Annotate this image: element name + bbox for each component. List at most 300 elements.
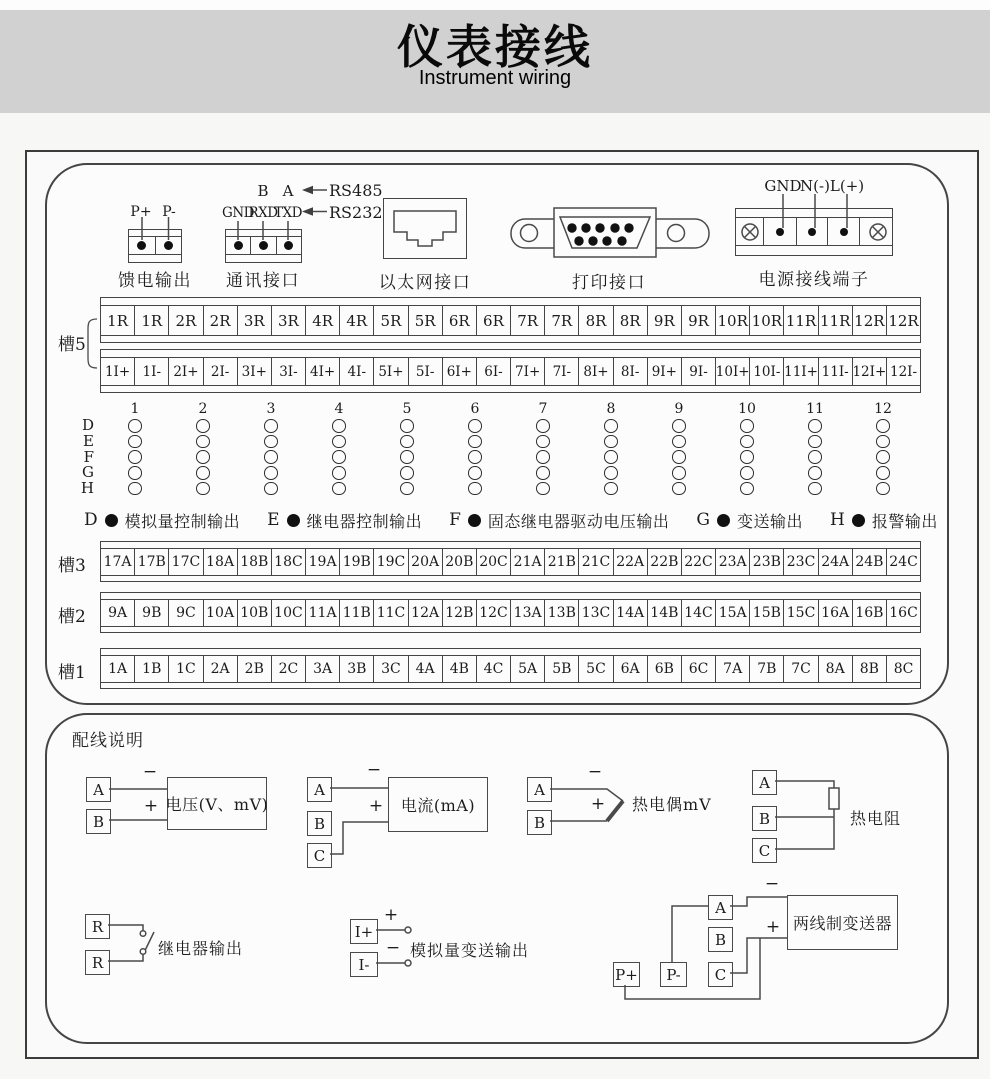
minus-sign: − <box>366 760 382 780</box>
strip-cells <box>101 306 920 335</box>
output-point-cell <box>169 466 237 480</box>
matrix-row-label: H <box>80 479 94 498</box>
output-point-cell <box>237 466 305 480</box>
legend-key: D <box>84 510 98 530</box>
terminal-dot-icon <box>840 228 848 236</box>
terminal-cell: 5A <box>511 656 545 682</box>
terminal-cell: 12C <box>477 600 511 626</box>
terminal-cell: 10I+ <box>716 358 750 385</box>
output-point-circle-icon <box>740 450 754 464</box>
terminal-cell: 11B <box>340 600 374 626</box>
matrix-column-number: 3 <box>266 401 276 417</box>
terminal-cell: 10R <box>750 306 784 335</box>
plus-sign: + <box>765 917 781 937</box>
terminal-cell: 1I- <box>135 358 169 385</box>
analog-output-label: 模拟量变送输出 <box>410 941 530 960</box>
output-point-circle-icon <box>400 466 414 480</box>
output-point-cell <box>509 482 577 496</box>
strip-cells <box>101 656 920 682</box>
terminal-cell: 2I+ <box>169 358 203 385</box>
wiring-notes-panel <box>45 713 949 1044</box>
feed-output-caption: 馈电输出 <box>118 271 192 291</box>
terminal-cell: 17A <box>101 549 135 575</box>
strip-top-bar <box>101 593 920 600</box>
terminal-box: C <box>307 843 332 868</box>
minus-sign: − <box>764 874 780 894</box>
output-point-cell <box>305 466 373 480</box>
terminal-box: R <box>85 950 110 975</box>
output-point-circle-icon <box>468 466 482 480</box>
plus-sign: + <box>368 796 384 816</box>
terminal-cell: 24A <box>819 549 853 575</box>
output-point-cell <box>849 450 917 464</box>
matrix-rows <box>57 418 919 496</box>
block-bottom-bar <box>736 245 892 255</box>
terminal-cell: 10I- <box>750 358 784 385</box>
output-point-circle-icon <box>128 466 142 480</box>
terminal-cell: 3A <box>306 656 340 682</box>
output-point-circle-icon <box>808 482 822 496</box>
output-point-circle-icon <box>196 482 210 496</box>
block-bottom-bar <box>129 254 181 262</box>
terminal-dot-icon <box>776 228 784 236</box>
output-point-circle-icon <box>808 450 822 464</box>
terminal-cell: 6C <box>682 656 716 682</box>
output-point-cell <box>577 450 645 464</box>
output-point-circle-icon <box>808 466 822 480</box>
matrix-row-label: E <box>83 432 94 451</box>
output-point-circle-icon <box>400 450 414 464</box>
legend-label: 报警输出 <box>871 511 938 531</box>
power-pin-label: N(-) <box>800 177 830 195</box>
output-point-cell <box>101 419 169 433</box>
output-point-circle-icon <box>808 419 822 433</box>
output-point-cell <box>441 419 509 433</box>
output-point-cell <box>509 466 577 480</box>
output-point-cell <box>305 419 373 433</box>
terminal-cell: 8I- <box>614 358 648 385</box>
legend-dot-icon <box>105 514 118 527</box>
terminal-cell: 20C <box>477 549 511 575</box>
strip-top-bar <box>101 298 920 306</box>
matrix-row <box>57 449 919 465</box>
terminal-cell: 1I+ <box>101 358 135 385</box>
terminal-cell: 10B <box>238 600 272 626</box>
output-point-circle-icon <box>604 435 618 449</box>
slot2-label: 槽2 <box>58 607 86 627</box>
rs232-label: RS232 <box>329 203 383 222</box>
terminal-cell: 3R <box>238 306 272 335</box>
relay-output-label: 继电器输出 <box>158 939 244 958</box>
thermocouple-label: 热电偶mV <box>632 795 712 814</box>
output-point-circle-icon <box>128 435 142 449</box>
terminal-cell: 1C <box>169 656 203 682</box>
terminal-box: R <box>85 914 110 939</box>
output-point-circle-icon <box>264 419 278 433</box>
terminal-cell <box>277 237 301 254</box>
output-point-cell <box>237 435 305 449</box>
terminal-cell: 7B <box>750 656 784 682</box>
slot5-label: 槽5 <box>58 335 86 355</box>
output-point-circle-icon <box>536 435 550 449</box>
output-point-circle-icon <box>672 466 686 480</box>
terminal-cell: 8A <box>819 656 853 682</box>
matrix-column-number: 8 <box>606 401 616 417</box>
block-cells <box>226 237 301 254</box>
terminal-cell: 4I- <box>340 358 374 385</box>
output-point-cell <box>849 435 917 449</box>
terminal-cell: 2R <box>204 306 238 335</box>
output-point-circle-icon <box>672 450 686 464</box>
terminal-box: B <box>86 809 111 834</box>
terminal-cell: 2B <box>238 656 272 682</box>
terminal-cell: 4I+ <box>306 358 340 385</box>
output-point-cell <box>441 435 509 449</box>
minus-sign: − <box>587 762 603 782</box>
terminal-cell: 13A <box>511 600 545 626</box>
terminal-cell: 9C <box>169 600 203 626</box>
terminal-cell: 15B <box>750 600 784 626</box>
terminal-box: A <box>752 770 777 795</box>
top-white-strip <box>0 0 990 10</box>
terminal-box: I- <box>350 952 378 977</box>
terminal-cell: 11R <box>819 306 853 335</box>
legend-key: H <box>830 510 845 530</box>
terminal-cell: 24B <box>853 549 887 575</box>
terminal-cell: 8C <box>893 661 914 677</box>
terminal-cell: 1R <box>101 306 135 335</box>
rs485-bus-pin-label: A <box>282 182 294 200</box>
output-point-circle-icon <box>740 419 754 433</box>
terminal-dot-icon <box>808 228 816 236</box>
output-point-cell <box>373 450 441 464</box>
legend-label: 固态继电器驱动电压输出 <box>487 511 670 531</box>
matrix-column-number: 11 <box>806 401 824 417</box>
strip-bottom-bar <box>101 575 920 581</box>
terminal-cell: 4A <box>409 656 443 682</box>
terminal-cell: 8B <box>853 656 887 682</box>
power-pin-label: GND <box>764 177 802 195</box>
legend-item <box>84 509 240 532</box>
terminal-cell: 5C <box>579 656 613 682</box>
strip-bottom-bar <box>101 385 920 392</box>
terminal-cell: 9A <box>101 600 135 626</box>
terminal-cell: 11I+ <box>784 358 818 385</box>
terminal-box: C <box>752 838 777 863</box>
output-point-cell <box>713 450 781 464</box>
output-point-circle-icon <box>332 435 346 449</box>
terminal-cell: 6R <box>477 306 511 335</box>
terminal-cell: 3I- <box>272 358 306 385</box>
terminal-cell: 6I- <box>477 358 511 385</box>
output-point-circle-icon <box>604 419 618 433</box>
comm-pin-label: TXD <box>274 205 302 221</box>
output-point-cell <box>781 482 849 496</box>
output-point-cell <box>713 419 781 433</box>
terminal-cell: 14A <box>614 600 648 626</box>
terminal-cell: 8R <box>579 306 613 335</box>
terminal-cell: 10A <box>204 600 238 626</box>
terminal-cell: 6I+ <box>443 358 477 385</box>
terminal-cell: 6B <box>648 656 682 682</box>
terminal-cell <box>797 218 828 245</box>
terminal-cell: 12R <box>888 311 919 330</box>
voltage-device-box: 电压(V、mV) <box>167 777 267 830</box>
strip-cells <box>101 600 920 626</box>
slot3-strip <box>100 541 921 582</box>
output-point-circle-icon <box>536 450 550 464</box>
output-point-cell <box>373 435 441 449</box>
terminal-box: B <box>708 927 733 952</box>
matrix-column-number: 2 <box>198 401 208 417</box>
terminal-cell: 7C <box>784 656 818 682</box>
output-point-circle-icon <box>536 419 550 433</box>
block-bottom-bar <box>226 254 301 262</box>
strip-bottom-bar <box>101 335 920 342</box>
matrix-column-number: 9 <box>674 401 684 417</box>
output-point-circle-icon <box>468 419 482 433</box>
transmitter-device-box: 两线制变送器 <box>787 895 898 950</box>
output-point-cell <box>781 466 849 480</box>
legend-label: 模拟量控制输出 <box>124 511 241 531</box>
feed-pin-label: P- <box>162 204 176 220</box>
power-terminal-block <box>735 208 893 256</box>
output-point-cell <box>577 435 645 449</box>
terminal-cell: 23C <box>784 549 818 575</box>
legend-item <box>830 509 938 532</box>
legend-label: 继电器控制输出 <box>306 511 423 531</box>
terminal-cell: 1R <box>135 306 169 335</box>
terminal-cell: 7A <box>716 656 750 682</box>
terminal-cell: 21A <box>511 549 545 575</box>
terminal-cell: 6R <box>443 306 477 335</box>
matrix-row <box>57 465 919 481</box>
legend-key: G <box>696 510 710 530</box>
output-point-cell <box>577 419 645 433</box>
comm-port-caption: 通讯接口 <box>226 271 300 291</box>
output-point-circle-icon <box>672 419 686 433</box>
output-point-cell <box>373 482 441 496</box>
comm-port-terminal-block <box>225 229 302 263</box>
ethernet-port-outline <box>383 198 467 259</box>
page-title: 仪表接线 <box>397 21 593 73</box>
terminal-cell: 3B <box>340 656 374 682</box>
terminal-cell: 7R <box>511 306 545 335</box>
output-point-cell <box>849 466 917 480</box>
plus-sign: + <box>143 796 159 816</box>
terminal-cell: 3R <box>272 306 306 335</box>
terminal-cell: 13B <box>545 600 579 626</box>
terminal-dot-icon <box>164 241 173 250</box>
output-point-circle-icon <box>876 435 890 449</box>
matrix-row-label: D <box>81 416 94 435</box>
terminal-box: C <box>708 962 733 987</box>
output-point-cell <box>577 482 645 496</box>
rs485-label: RS485 <box>329 181 383 200</box>
terminal-cell: 2C <box>272 656 306 682</box>
terminal-cell: 4B <box>443 656 477 682</box>
output-point-circle-icon <box>196 450 210 464</box>
terminal-box: B <box>307 811 332 836</box>
output-point-cell <box>305 450 373 464</box>
strip-bottom-bar <box>101 682 920 688</box>
output-point-cell <box>645 466 713 480</box>
slot5-row-i-strip <box>100 349 921 393</box>
output-point-cell <box>441 466 509 480</box>
output-point-circle-icon <box>196 466 210 480</box>
terminal-cell: 12I+ <box>853 358 887 385</box>
output-point-cell <box>169 419 237 433</box>
legend-key: F <box>449 510 461 530</box>
block-top-bar <box>226 230 301 237</box>
terminal-cell: 10R <box>716 306 750 335</box>
output-point-circle-icon <box>604 466 618 480</box>
legend-key: E <box>267 510 280 530</box>
terminal-cell: 3C <box>374 656 408 682</box>
terminal-cell <box>764 218 797 245</box>
output-point-cell <box>237 450 305 464</box>
terminal-cell: 9I+ <box>648 358 682 385</box>
terminal-cell: 17C <box>169 549 203 575</box>
terminal-cell: 8R <box>614 306 648 335</box>
terminal-cell: 22C <box>682 549 716 575</box>
terminal-cell: 18A <box>204 549 238 575</box>
block-top-bar <box>129 230 181 237</box>
terminal-cell: 18B <box>238 549 272 575</box>
output-point-cell <box>509 450 577 464</box>
terminal-cell: 11C <box>374 600 408 626</box>
wiring-notes-title: 配线说明 <box>72 731 144 751</box>
terminal-cell: 18C <box>272 549 306 575</box>
terminal-cell: 5R <box>374 306 408 335</box>
terminal-cell: 7I- <box>545 358 579 385</box>
minus-sign: − <box>142 762 158 782</box>
matrix-column-number: 4 <box>334 401 344 417</box>
terminal-cell: 15C <box>784 600 818 626</box>
strip-top-bar <box>101 542 920 549</box>
terminal-cell <box>226 237 251 254</box>
terminal-cell: 24C <box>889 554 918 570</box>
terminal-cell: 11I- <box>819 358 853 385</box>
slot1-label: 槽1 <box>58 663 86 683</box>
terminal-cell <box>156 237 182 254</box>
output-point-circle-icon <box>604 450 618 464</box>
terminal-box: P+ <box>613 962 640 987</box>
output-point-cell <box>237 482 305 496</box>
printer-port-caption: 打印接口 <box>572 273 646 293</box>
comm-pin-label: GND <box>222 205 254 221</box>
output-point-cell <box>645 450 713 464</box>
terminal-cell: 7R <box>545 306 579 335</box>
terminal-box: B <box>752 806 777 831</box>
power-terminal-caption: 电源接线端子 <box>758 270 870 290</box>
matrix-column-number: 10 <box>738 401 756 417</box>
matrix-column-numbers <box>101 398 919 418</box>
comm-pin-label: RXD <box>248 205 278 221</box>
output-point-circle-icon <box>808 435 822 449</box>
terminal-cell: 11R <box>784 306 818 335</box>
terminal-cell: 22A <box>614 549 648 575</box>
terminal-cell: 13C <box>579 600 613 626</box>
terminal-cell: 12I- <box>890 363 918 380</box>
terminal-cell: 10C <box>272 600 306 626</box>
terminal-cell: 9R <box>682 306 716 335</box>
output-point-cell <box>509 419 577 433</box>
output-point-circle-icon <box>264 482 278 496</box>
page-subtitle: Instrument wiring <box>418 67 572 89</box>
output-point-cell <box>373 419 441 433</box>
legend-dot-icon <box>717 514 730 527</box>
output-point-cell <box>101 466 169 480</box>
output-point-cell <box>645 419 713 433</box>
terminal-cell: 5R <box>409 306 443 335</box>
terminal-cell: 22B <box>648 549 682 575</box>
output-point-circle-icon <box>740 435 754 449</box>
rs485-bus-pin-label: B <box>257 182 269 200</box>
output-point-cell <box>441 482 509 496</box>
legend-dot-icon <box>287 514 300 527</box>
output-point-circle-icon <box>128 419 142 433</box>
output-point-cell <box>169 435 237 449</box>
matrix-column-number: 5 <box>402 401 412 417</box>
terminal-box: A <box>86 777 111 802</box>
terminal-cell: 1A <box>101 656 135 682</box>
terminal-box: A <box>527 777 552 802</box>
terminal-cell: 12R <box>853 306 887 335</box>
terminal-cell: 11A <box>306 600 340 626</box>
output-point-circle-icon <box>876 419 890 433</box>
terminal-cell: 9B <box>135 600 169 626</box>
terminal-dot-icon <box>234 241 243 250</box>
output-point-cell <box>577 466 645 480</box>
legend-dot-icon <box>852 514 865 527</box>
terminal-cell: 19C <box>374 549 408 575</box>
terminal-cell: 23B <box>750 549 784 575</box>
output-point-circle-icon <box>876 482 890 496</box>
legend-item <box>696 509 803 532</box>
plus-sign: + <box>590 794 606 814</box>
output-point-circle-icon <box>604 482 618 496</box>
block-top-bar <box>736 209 892 218</box>
strip-top-bar <box>101 649 920 656</box>
page-header <box>0 10 990 113</box>
output-point-cell <box>781 419 849 433</box>
legend-item <box>449 509 669 532</box>
screw-cell <box>860 218 892 245</box>
terminal-cell: 2I- <box>204 358 238 385</box>
terminal-box: I+ <box>350 919 378 944</box>
output-point-circle-icon <box>128 450 142 464</box>
output-point-cell <box>373 466 441 480</box>
block-cells <box>736 218 892 245</box>
output-point-cell <box>713 435 781 449</box>
output-point-cell <box>101 450 169 464</box>
output-point-circle-icon <box>264 466 278 480</box>
matrix-column-number: 6 <box>470 401 480 417</box>
matrix-row-label: G <box>82 463 94 482</box>
output-point-matrix <box>57 398 919 496</box>
output-point-cell <box>645 435 713 449</box>
terminal-cell <box>129 237 156 254</box>
terminal-cell: 8I+ <box>579 358 613 385</box>
rtd-label: 热电阻 <box>850 809 902 828</box>
output-point-circle-icon <box>672 482 686 496</box>
strip-top-bar <box>101 350 920 358</box>
output-point-circle-icon <box>264 435 278 449</box>
terminal-cell: 4R <box>340 306 374 335</box>
output-point-circle-icon <box>400 435 414 449</box>
output-point-circle-icon <box>468 435 482 449</box>
